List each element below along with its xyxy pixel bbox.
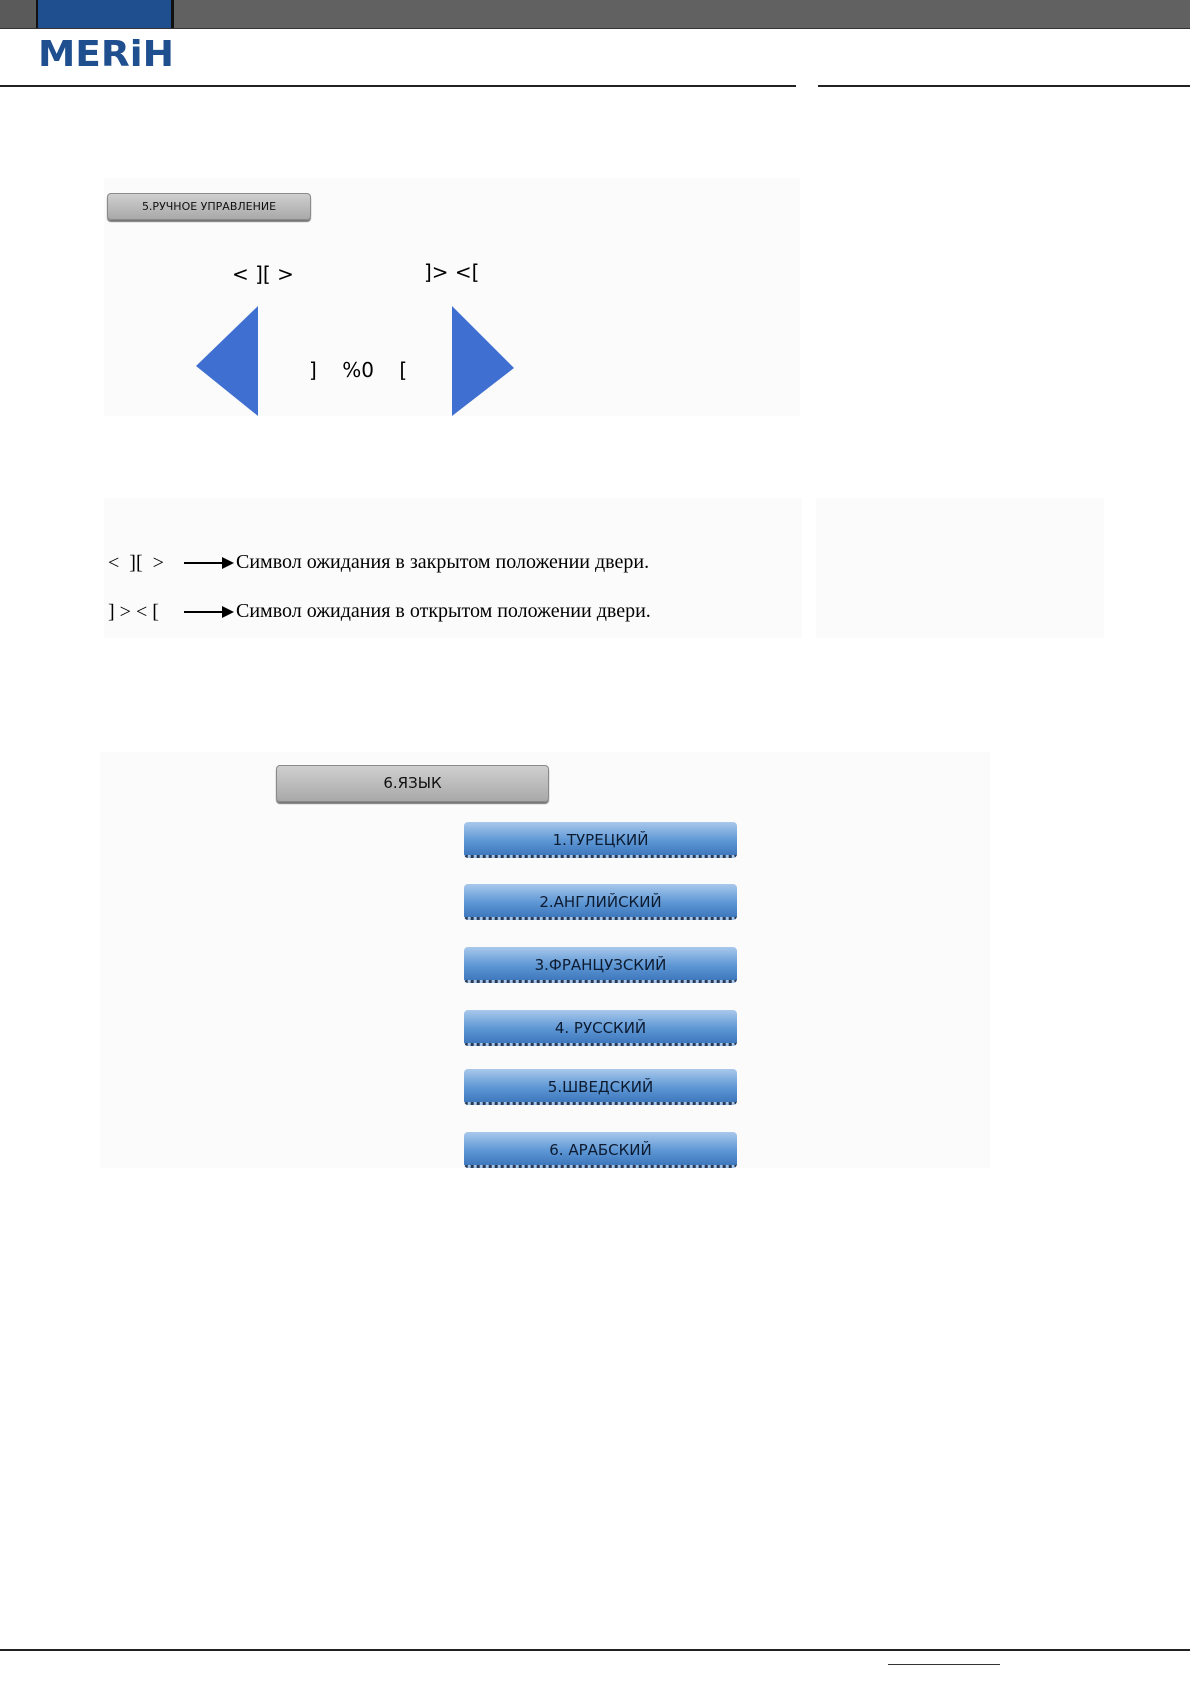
top-bar-tab — [0, 0, 38, 28]
language-option-turkish[interactable]: 1.ТУРЕЦКИЙ — [464, 822, 737, 858]
header-divider — [0, 85, 796, 87]
language-option-russian[interactable]: 4. РУССКИЙ — [464, 1010, 737, 1046]
language-option-french[interactable]: 3.ФРАНЦУЗСКИЙ — [464, 947, 737, 983]
legend-symbol: ] > < [ — [108, 601, 159, 623]
footer-divider — [0, 1649, 1190, 1651]
right-triangle-icon[interactable] — [450, 306, 516, 416]
open-door-symbol: ]> <[ — [424, 260, 480, 284]
door-status-readout: ] %0 [ — [309, 358, 408, 382]
arrow-right-icon — [178, 552, 238, 572]
manual-control-button[interactable]: 5.РУЧНОЕ УПРАВЛЕНИЕ — [107, 193, 311, 220]
merih-logo — [38, 34, 178, 74]
left-triangle-icon[interactable] — [196, 306, 262, 416]
language-option-swedish[interactable]: 5.ШВЕДСКИЙ — [464, 1069, 737, 1105]
header-divider-right — [818, 85, 1190, 87]
footer-page-mark — [888, 1664, 1000, 1665]
closed-door-symbol: < ][ > — [232, 262, 294, 286]
top-bar-accent-tab — [38, 0, 174, 28]
top-bar — [0, 0, 1190, 29]
language-option-arabic[interactable]: 6. АРАБСКИЙ — [464, 1132, 737, 1168]
legend-row — [108, 597, 708, 627]
legend-panel-right — [816, 498, 1104, 638]
legend-description: Символ ожидания в закрытом положении двери. — [236, 551, 650, 573]
legend-symbol: < ][ > — [108, 552, 164, 574]
language-menu-title[interactable]: 6.ЯЗЫК — [276, 765, 549, 802]
logo-text: MERiH — [38, 34, 174, 74]
language-option-english[interactable]: 2.АНГЛИЙСКИЙ — [464, 884, 737, 920]
legend-description: Символ ожидания в открытом положении двери. — [236, 600, 651, 622]
arrow-right-icon — [178, 601, 238, 621]
legend-row — [108, 548, 708, 578]
